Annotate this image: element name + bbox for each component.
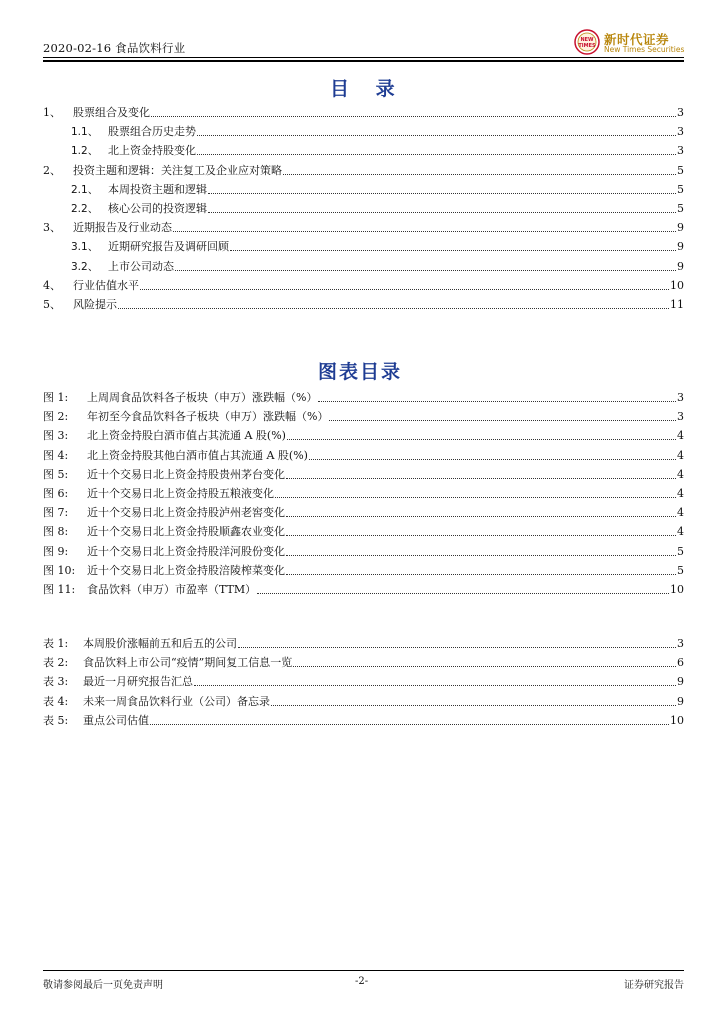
- figure-entry-page: 5: [677, 544, 684, 558]
- table-entry-label: 本周股价涨幅前五和后五的公司: [83, 637, 237, 650]
- dot-leader: [197, 154, 676, 155]
- figure-entry[interactable]: [43, 582, 684, 598]
- figure-entry-page: 4: [677, 506, 684, 520]
- figure-entry[interactable]: [43, 563, 684, 579]
- figure-entry-number: 图 9:: [43, 544, 69, 558]
- dot-leader: [208, 193, 676, 194]
- dot-leader: [309, 459, 676, 460]
- toc-entry[interactable]: [43, 143, 684, 159]
- toc-entry-label: 股票组合历史走势: [108, 125, 196, 139]
- table-entry-number: 表 4:: [43, 694, 69, 708]
- figure-entry-label: 北上资金持股其他白酒市值占其流通 A 股(%): [87, 448, 308, 462]
- header-divider-thick: [43, 60, 684, 62]
- figure-entry-page: 4: [677, 487, 684, 500]
- figure-entry-number: 图 8:: [43, 525, 69, 539]
- dot-leader: [287, 439, 676, 440]
- toc-entry-label: 本周投资主题和逻辑: [108, 182, 207, 196]
- footer-disclaimer: 敬请参阅最后一页免责声明: [43, 980, 163, 991]
- table-entry[interactable]: [43, 655, 684, 671]
- figure-entry-page: 4: [677, 525, 684, 539]
- figure-entry[interactable]: [43, 544, 684, 560]
- dot-leader: [329, 420, 676, 421]
- table-entry-page: 10: [670, 713, 684, 727]
- footer-page-number: -2-: [355, 976, 369, 987]
- toc-entry-number: 3、: [43, 221, 61, 235]
- table-entry[interactable]: [43, 636, 684, 652]
- toc-title: 目 录: [330, 78, 405, 100]
- figure-entry[interactable]: [43, 409, 684, 425]
- figure-entry-label: 北上资金持股白酒市值占其流通 A 股(%): [87, 429, 286, 443]
- logo-emblem-icon: [574, 29, 600, 55]
- figure-entry-page: 4: [677, 467, 684, 481]
- toc-entry-page: 3: [677, 125, 684, 139]
- toc-entry-number: 2、: [43, 163, 61, 177]
- dot-leader: [173, 231, 676, 232]
- toc-entry-label: 近期研究报告及调研回顾: [108, 240, 229, 254]
- figure-entry-page: 4: [677, 429, 684, 443]
- toc-entry-page: 5: [677, 182, 684, 196]
- table-entry-page: 9: [677, 694, 684, 708]
- toc-entry-page: 3: [677, 106, 684, 119]
- dot-leader: [286, 516, 676, 517]
- dot-leader: [197, 135, 676, 136]
- footer-report-type: 证券研究报告: [624, 980, 684, 991]
- toc-entry[interactable]: [43, 105, 684, 121]
- toc-entry-label: 投资主题和逻辑：关注复工及企业应对策略: [73, 163, 282, 177]
- figure-entry-page: 5: [677, 563, 684, 577]
- toc-entry[interactable]: [43, 259, 684, 275]
- dot-leader: [271, 705, 676, 706]
- figure-entry-label: 近十个交易日北上资金持股泸州老窖变化: [87, 506, 285, 520]
- figure-entry-number: 图 2:: [43, 410, 69, 424]
- figure-entry[interactable]: [43, 505, 684, 521]
- dot-leader: [286, 574, 676, 575]
- table-entry-page: 9: [677, 675, 684, 689]
- footer-divider: [43, 970, 684, 971]
- toc-entry-label: 股票组合及变化: [73, 106, 150, 119]
- table-entry-number: 表 5:: [43, 713, 69, 727]
- toc-entry-page: 3: [677, 144, 684, 158]
- dot-leader: [140, 289, 669, 290]
- dot-leader: [238, 647, 676, 648]
- toc-entry-page: 9: [677, 259, 684, 273]
- toc-entry-page: 9: [677, 240, 684, 254]
- figure-entry[interactable]: [43, 390, 684, 406]
- table-entry-label: 重点公司估值: [83, 713, 149, 727]
- toc-entry-page: 9: [677, 221, 684, 235]
- figure-entry-label: 年初至今食品饮料各子板块（申万）涨跌幅（%）: [87, 410, 329, 424]
- dot-leader: [318, 401, 676, 402]
- figure-entry-label: 近十个交易日北上资金持股涪陵榨菜变化: [87, 563, 285, 577]
- toc-entry[interactable]: [43, 163, 684, 179]
- toc-entry-label: 行业估值水平: [73, 278, 139, 292]
- figure-entry[interactable]: [43, 467, 684, 483]
- figure-entry-page: 3: [677, 391, 684, 404]
- dot-leader: [257, 593, 669, 594]
- dot-leader: [283, 174, 676, 175]
- toc-entry-number: 5、: [43, 298, 61, 311]
- dot-leader: [230, 250, 676, 251]
- dot-leader: [194, 685, 676, 686]
- toc-entry[interactable]: [43, 278, 684, 294]
- table-entry-number: 表 3:: [43, 675, 69, 689]
- toc-entry-label: 北上资金持股变化: [108, 144, 196, 158]
- toc-entry-number: 4、: [43, 278, 61, 292]
- figure-entry-number: 图 4:: [43, 448, 69, 462]
- toc-entry-page: 5: [677, 163, 684, 177]
- toc-entry-page: 10: [670, 278, 684, 292]
- dot-leader: [275, 497, 676, 498]
- table-entry-label: 未来一周食品饮料行业（公司）备忘录: [83, 694, 270, 708]
- dot-leader: [175, 270, 676, 271]
- logo-english-name: New Times Securities: [604, 45, 685, 54]
- logo-chinese-name: 新时代证券: [604, 32, 670, 47]
- header-date-category: 2020-02-16 食品饮料行业: [43, 41, 186, 55]
- table-entry-label: 食品饮料上市公司“疫情”期间复工信息一览: [83, 656, 293, 670]
- dot-leader: [293, 666, 676, 667]
- figure-entry-number: 图 6:: [43, 487, 69, 500]
- toc-entry-number: 2.2、: [71, 203, 99, 215]
- figure-entry-page: 10: [670, 583, 684, 596]
- figure-entry-number: 图 1:: [43, 391, 69, 404]
- company-logo: [574, 27, 686, 57]
- figure-entry[interactable]: [43, 428, 684, 444]
- toc-entry-number: 1、: [43, 106, 61, 119]
- figure-entry-number: 图 10:: [43, 563, 76, 577]
- table-entry-number: 表 1:: [43, 637, 69, 650]
- toc-entry-page: 5: [677, 202, 684, 215]
- figure-entry-page: 4: [677, 448, 684, 462]
- toc-entry[interactable]: [43, 201, 684, 217]
- toc-entry-number: 2.1、: [71, 183, 99, 196]
- figure-entry-page: 3: [677, 410, 684, 424]
- figure-entry[interactable]: [43, 524, 684, 540]
- dot-leader: [286, 478, 676, 479]
- toc-entry-label: 上市公司动态: [108, 259, 174, 273]
- dot-leader: [286, 535, 676, 536]
- dot-leader: [118, 308, 669, 309]
- figure-entry-label: 近十个交易日北上资金持股五粮液变化: [87, 487, 274, 500]
- figure-entry-number: 图 3:: [43, 429, 69, 443]
- table-entry-number: 表 2:: [43, 656, 69, 670]
- figure-entry[interactable]: [43, 448, 684, 464]
- dot-leader: [286, 555, 676, 556]
- figure-entry-label: 上周周食品饮料各子板块（申万）涨跌幅（%）: [87, 391, 318, 404]
- figure-entry-label: 近十个交易日北上资金持股顺鑫农业变化: [87, 525, 285, 539]
- toc-entry-page: 11: [670, 298, 684, 311]
- table-entry[interactable]: [43, 674, 684, 690]
- header-divider: [43, 57, 684, 58]
- toc-entry-number: 1.2、: [71, 145, 99, 158]
- figure-entry-number: 图 7:: [43, 506, 69, 520]
- svg-text:TIMES: TIMES: [578, 43, 596, 49]
- toc-entry-label: 核心公司的投资逻辑: [108, 202, 207, 215]
- table-entry-page: 6: [677, 656, 684, 670]
- figure-entry-label: 食品饮料（申万）市盈率（TTM）: [87, 583, 257, 596]
- figure-list-title: 图表目录: [318, 361, 403, 383]
- figure-entry-number: 图 5:: [43, 467, 69, 481]
- dot-leader: [151, 116, 676, 117]
- figure-entry-label: 近十个交易日北上资金持股贵州茅台变化: [87, 467, 285, 481]
- toc-entry[interactable]: [43, 220, 684, 236]
- table-entry-page: 3: [677, 637, 684, 650]
- toc-entry[interactable]: [43, 297, 684, 313]
- toc-entry-number: 3.2、: [71, 260, 99, 273]
- toc-entry-number: 1.1、: [71, 126, 99, 139]
- figure-entry[interactable]: [43, 486, 684, 502]
- toc-entry[interactable]: [43, 124, 684, 140]
- table-entry[interactable]: [43, 713, 684, 729]
- figure-entry-label: 近十个交易日北上资金持股洋河股份变化: [87, 544, 285, 558]
- table-entry-label: 最近一月研究报告汇总: [83, 675, 193, 689]
- toc-entry-label: 近期报告及行业动态: [73, 221, 172, 235]
- dot-leader: [150, 724, 669, 725]
- toc-entry-label: 风险提示: [73, 298, 117, 311]
- dot-leader: [208, 212, 676, 213]
- toc-entry-number: 3.1、: [71, 241, 99, 254]
- toc-entry[interactable]: [43, 182, 684, 198]
- figure-entry-number: 图 11:: [43, 583, 76, 596]
- toc-entry[interactable]: [43, 239, 684, 255]
- svg-text:NEW: NEW: [580, 37, 594, 43]
- table-entry[interactable]: [43, 694, 684, 710]
